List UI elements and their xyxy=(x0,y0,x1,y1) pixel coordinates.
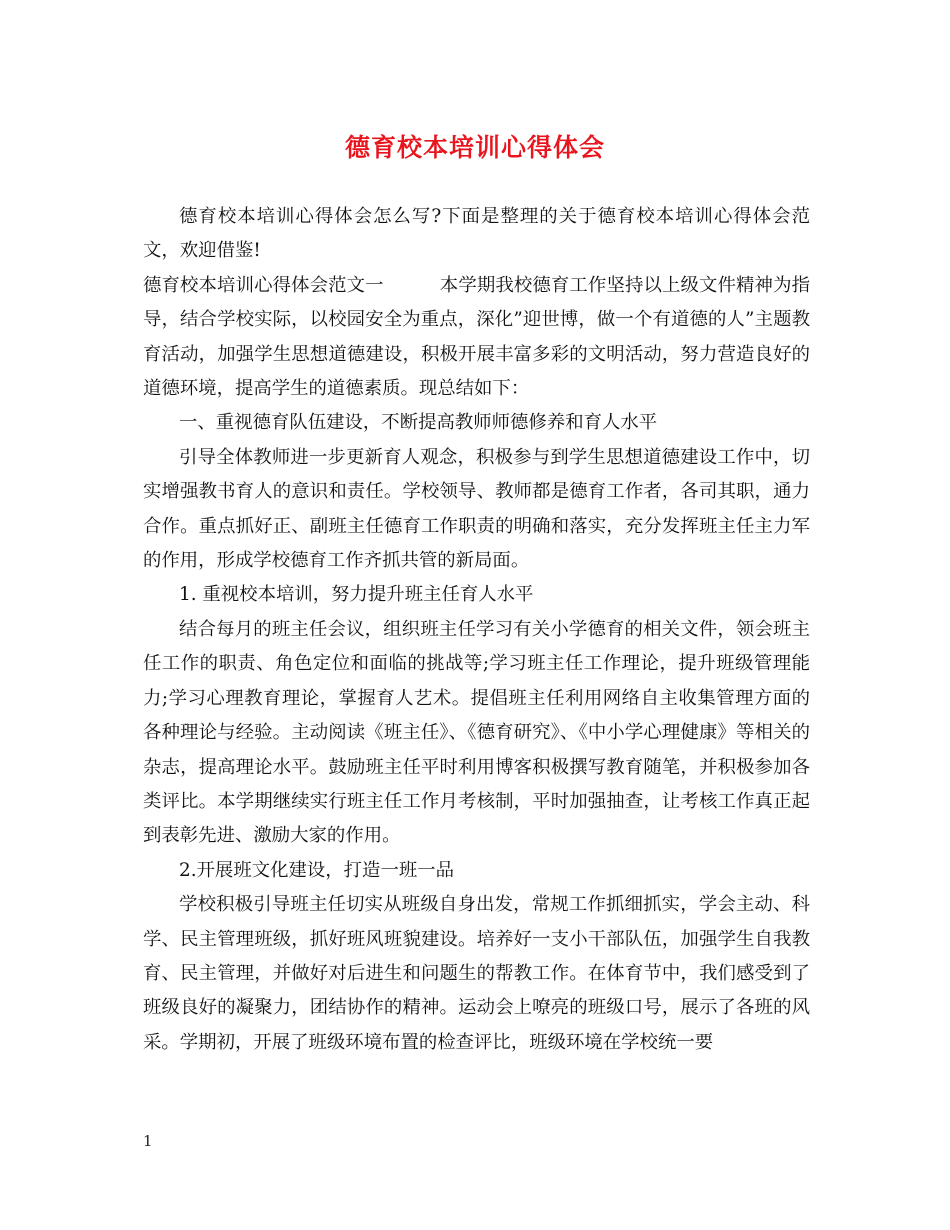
section-heading-1: 一、重视德育队伍建设，不断提高教师师德修养和育人水平 xyxy=(179,412,658,434)
sample-label: 德育校本培训心得体会范文一 xyxy=(143,274,384,296)
intro-paragraph: 德育校本培训心得体会怎么写?下面是整理的关于德育校本培训心得体会范文，欢迎借鉴! xyxy=(143,206,810,262)
page-number: 1 xyxy=(143,1132,153,1150)
document-body xyxy=(143,200,810,1060)
paragraph-3: 学校积极引导班主任切实从班级自身出发，常规工作抓细抓实，学会主动、科学、民主管理班级，抓好班风班貌建设。培养好一支小干部队伍，加强学生自我教育、民主管理，并做好对后进生和问题生的帮教工作。在体育节中，我们感受到了班级良好的凝聚力，团结协作的精神。运动会上嘹亮的班级口号，展示了各班的风采。学期初，开展了班级环境布置的检查评比，班级环境在学校统一要 xyxy=(143,894,810,1053)
sample-paragraph xyxy=(143,269,810,407)
paragraph-2: 结合每月的班主任会议，组织班主任学习有关小学德育的相关文件，领会班主任工作的职责、角色定位和面临的挑战等;学习班主任工作理论，提升班级管理能力;学习心理教育理论，掌握育人艺术。提倡班主任利用网络自主收集管理方面的各种理论与经验。主动阅读《班主任》、《德育研究》、《中小学心理健康》等相关的杂志，提高理论水平。鼓励班主任平时利用博客积极撰写教育随笔，并积极参加各类评比。本学期继续实行班主任工作月考核制，平时加强抽查，让考核工作真正起到表彰先进、激励大家的作用。 xyxy=(143,618,810,847)
paragraph-1: 引导全体教师进一步更新育人观念，积极参与到学生思想道德建设工作中，切实增强教书育人的意识和责任。学校领导、教师都是德育工作者，各司其职，通力合作。重点抓好正、副班主任德育工作职责的明确和落实，充分发挥班主任主力军的作用，形成学校德育工作齐抓共管的新局面。 xyxy=(143,446,810,572)
document-title: 德育校本培训心得体会 xyxy=(344,133,605,162)
section-heading-3: 2.开展班文化建设，打造一班一品 xyxy=(179,859,455,881)
sample-paragraph-text: 本学期我校德育工作坚持以上级文件精神为指导，结合学校实际，以校园安全为重点，深化”迎世博，做一个有道德的人”主题教育活动，加强学生思想道德建设，积极开展丰富多彩的文明活动，努力营造良好的道德环境，提高学生的道德素质。现总结如下： xyxy=(143,274,810,400)
section-heading-2: 1. 重视校本培训，努力提升班主任育人水平 xyxy=(179,584,534,606)
